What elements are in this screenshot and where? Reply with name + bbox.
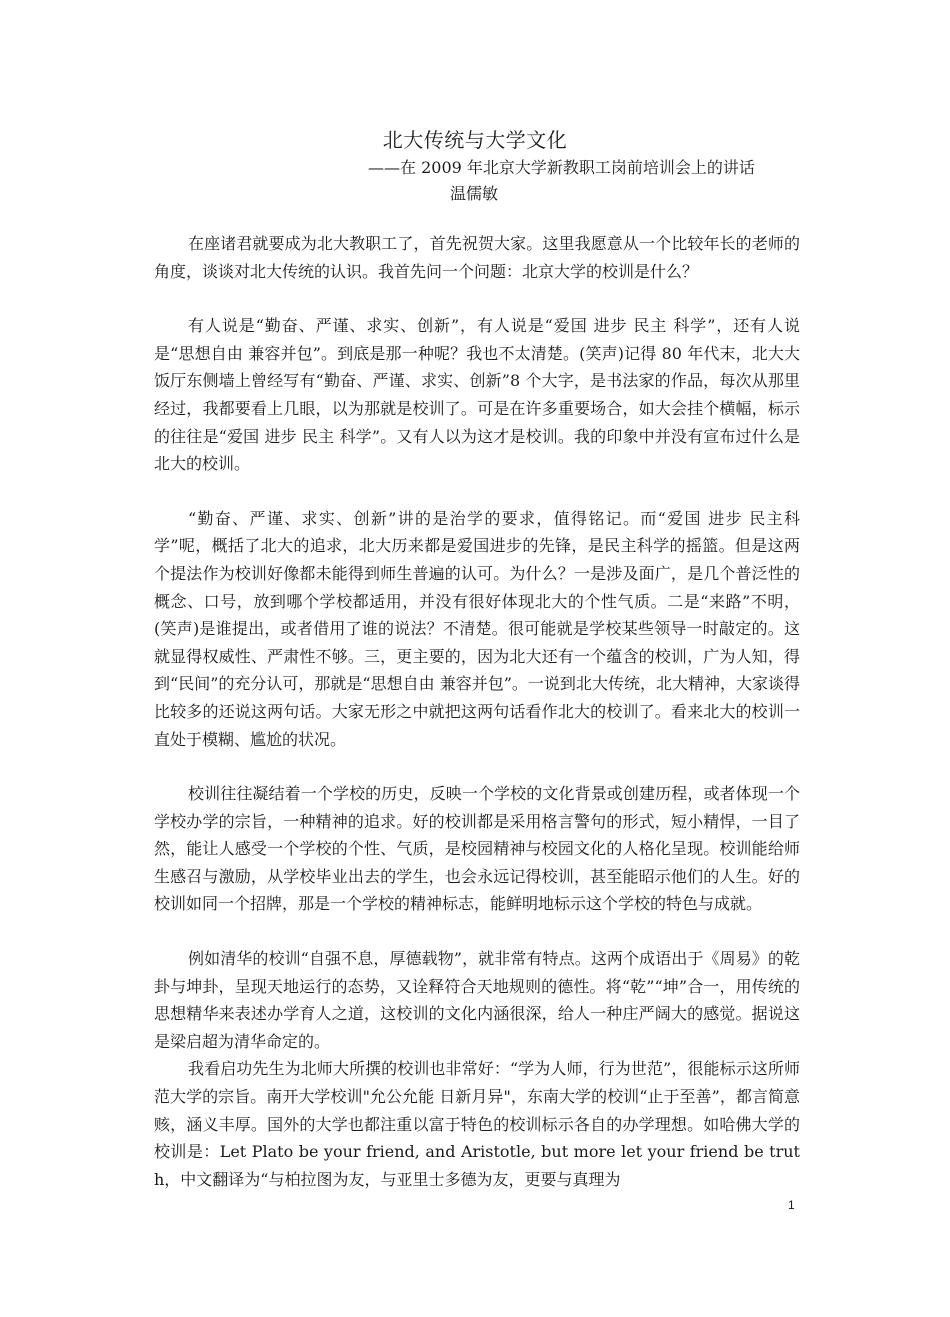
document-body — [154, 230, 800, 1193]
document-author: 温儒敏 — [450, 184, 499, 203]
paragraph: 有人说是“勤奋、严谨、求实、创新”，有人说是“爱国 进步 民主 科学”，还有人说是“思想自由 兼容并包”。到底是那一种呢？我也不太清楚。(笑声)记得 80 年代末，北大大饭厅东侧墙上曾经写有“勤奋、严谨、求实、创新”8 个大字，是书法家的作品，每次从那里经过，我都要看上几眼，以为那就是校训了。可是在许多重要场合，如大会挂个横幅，标示的往往是“爱国 进步 民主 科学”。又有人以为这才是校训。我的印象中并没有宣布过什么是北大的校训。 — [154, 316, 800, 474]
paragraph: 在座诸君就要成为北大教职工了，首先祝贺大家。这里我愿意从一个比较年长的老师的角度，谈谈对北大传统的认识。我首先问一个问题：北京大学的校训是什么？ — [154, 234, 800, 281]
paragraph: 校训往往凝结着一个学校的历史，反映一个学校的文化背景或创建历程，或者体现一个学校办学的宗旨，一种精神的追求。好的校训都是采用格言警句的形式，短小精悍，一目了然，能让人感受一个学校的个性、气质，是校园精神与校园文化的人格化呈现。校训能给师生感召与激励，从学校毕业出去的学生，也会永远记得校训，甚至能昭示他们的人生。好的校训如同一个招牌，那是一个学校的精神标志，能鲜明地标示这个学校的特色与成就。 — [154, 784, 800, 914]
page-number: 1 — [788, 1198, 795, 1212]
paragraph: 例如清华的校训“自强不息，厚德载物”，就非常有特点。这两个成语出于《周易》的乾卦与坤卦，呈现天地运行的态势，又诠释符合天地规则的德性。将“乾”“坤”合一，用传统的思想精华来表述办学育人之道，这校训的文化内涵很深，给人一种庄严阔大的感觉。据说这是梁启超为清华命定的。 — [154, 949, 800, 1051]
paragraph: 我看启功先生为北师大所撰的校训也非常好：“学为人师，行为世范”，很能标示这所师范大学的宗旨。南开大学校训"允公允能 日新月异"，东南大学的校训“止于至善”，都言简意赅，涵义丰厚。国外的大学也都注重以富于特色的校训标示各自的办学理想。如哈佛大学的校训是：Let Plato be your friend, and Aristotle, but more let your friend be truth，中文翻译为“与柏拉图为友，与亚里士多德为友，更要与真理为 — [154, 1059, 800, 1189]
document-subtitle: ——在 2009 年北京大学新教职工岗前培训会上的讲话 — [368, 158, 755, 177]
paragraph: “勤奋、严谨、求实、创新”讲的是治学的要求，值得铭记。而“爱国 进步 民主科学”呢，概括了北大的追求，北大历来都是爱国进步的先锋，是民主科学的摇篮。但是这两个提法作为校训好像都未能得到师生普遍的认可。为什么？一是涉及面广，是几个普泛性的概念、口号，放到哪个学校都适用，并没有很好体现北大的个性气质。二是“来路”不明，(笑声)是谁提出，或者借用了谁的说法？不清楚。很可能就是学校某些领导一时敲定的。这就显得权威性、严肃性不够。三，更主要的，因为北大还有一个蕴含的校训，广为人知，得到“民间”的充分认可，那就是“思想自由 兼容并包”。一说到北大传统，北大精神，大家谈得比较多的还说这两句话。大家无形之中就把这两句话看作北大的校训了。看来北大的校训一直处于模糊、尴尬的状况。 — [154, 508, 800, 749]
document-title: 北大传统与大学文化 — [382, 128, 568, 152]
